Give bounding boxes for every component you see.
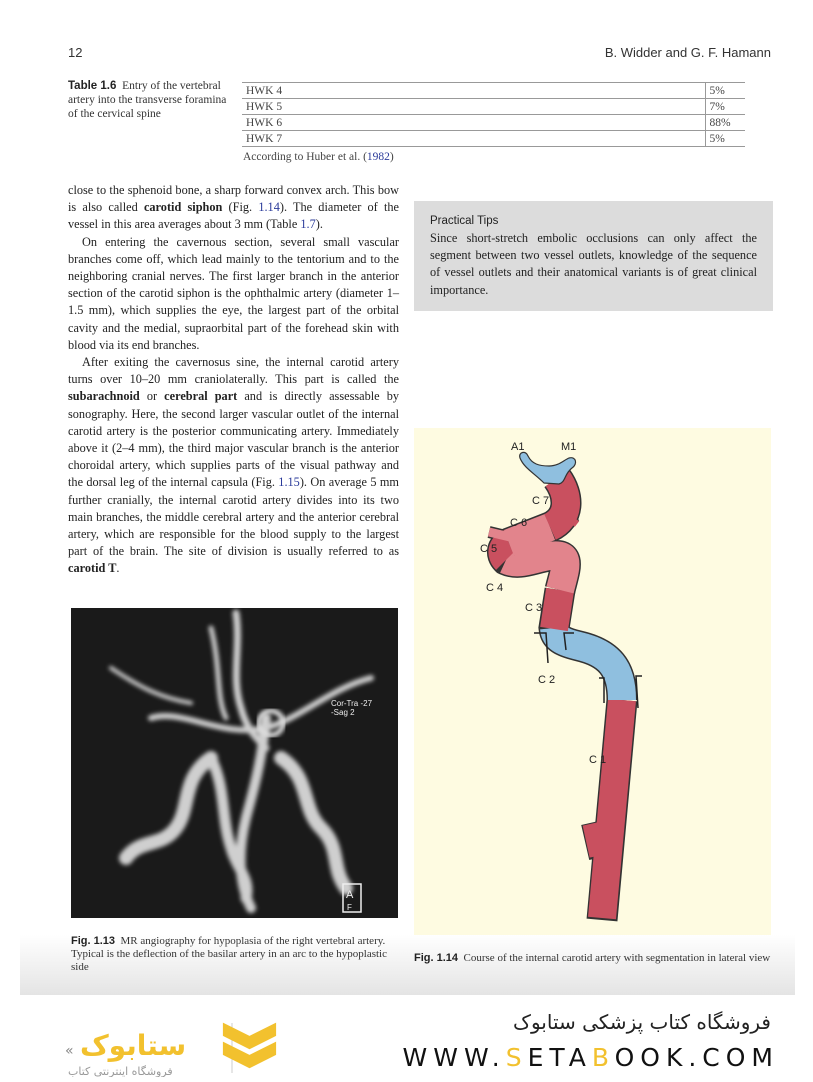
term: cerebral part [164, 389, 238, 404]
logo-text: ستابوک [80, 1029, 187, 1062]
cell-value: 5% [705, 83, 745, 99]
stub-ophthalmic [489, 532, 514, 538]
logo-graphic [60, 1015, 285, 1077]
label-c2: C 2 [538, 674, 556, 686]
label-c5: C 5 [480, 543, 498, 555]
segment-c7 [550, 478, 566, 527]
table-source [243, 151, 394, 163]
cell-value: 88% [705, 115, 745, 131]
label-c4: C 4 [486, 582, 504, 594]
figure-1-13-mr-angiography [71, 608, 398, 918]
tips-text: Since short-stretch embolic occlusions can only affect the segment between two vessel outlets, knowledge of the sequence of vessel outlets and their anatomical variants is of great clinical importance. [430, 231, 757, 297]
label-c7: C 7 [532, 495, 550, 507]
table-caption-text: Entry of the vertebral artery into the transverse foramina of the cervical spine [68, 80, 227, 120]
store-url[interactable]: WWW.SETABOOK.COM [402, 1043, 779, 1072]
orientation-letter: F [347, 903, 352, 912]
mra-overlay-text: Cor-Tra -27 [331, 699, 373, 708]
figure-label: Fig. 1.14 [414, 952, 459, 964]
label-c6: C 6 [510, 517, 528, 529]
carotid-diagram [414, 428, 771, 935]
figure-link[interactable]: 1.14 [258, 200, 280, 215]
segment-c5 [502, 543, 509, 560]
mra-image [71, 608, 398, 918]
tips-title: Practical Tips [430, 215, 499, 227]
svg-text:«: « [65, 1043, 74, 1059]
stub-external [590, 824, 597, 856]
table-link[interactable]: 1.7 [300, 217, 316, 232]
table-caption [68, 79, 236, 121]
table-label: Table 1.6 [68, 80, 117, 92]
label-c3: C 3 [525, 602, 543, 614]
figure-1-13-caption [71, 935, 401, 974]
segment-c3 [554, 590, 560, 629]
mra-overlay-text: -Sag 2 [331, 708, 355, 717]
term: subarachnoid [68, 389, 140, 404]
figure-1-14-carotid-diagram [414, 428, 771, 935]
label-a1: A1 [511, 441, 525, 453]
running-header: B. Widder and G. F. Hamann [604, 45, 771, 60]
cell-level: HWK 5 [242, 99, 705, 115]
table-row [242, 115, 745, 131]
body-text [68, 182, 399, 578]
setabook-logo[interactable] [60, 1015, 285, 1082]
store-name: فروشگاه کتاب پزشکی ستابوک [513, 1010, 771, 1034]
paragraph: After exiting the cavernosus sine, the internal carotid artery turns over 10–20 mm craniolaterally. This part is called the subarachnoid or cerebral part and is directly assessable by sonography. Here, the second larger vascular outlet of the internal carotid artery is the posterior communicating artery. Immediately above it (2–4 mm), the third major vascular branch is the anterior choroidal artery, which supplies parts of the visual pathway and the dorsal leg of the internal capsula (Fig. 1.15). On average 5 mm further cranially, the internal carotid artery divides into its two main branches, the middle cerebral artery and the anterior cerebral artery, which are responsible for the blood supply to the largest part of the brain. The site of division is usually referred to as carotid T. [68, 355, 399, 576]
cell-level: HWK 7 [242, 131, 705, 147]
vertebral-entry-table [242, 82, 745, 147]
cell-level: HWK 4 [242, 83, 705, 99]
cell-value: 5% [705, 131, 745, 147]
table-row [242, 131, 745, 147]
segment-c6 [509, 527, 550, 543]
caption-text: MR angiography for hypoplasia of the right vertebral artery. Typical is the deflection of the basilar artery in an arc to the hypoplastic side [71, 935, 387, 973]
term: carotid siphon [143, 200, 223, 215]
source-text: ) [389, 151, 394, 163]
cell-value: 7% [705, 99, 745, 115]
page-number: 12 [68, 45, 83, 60]
figure-link[interactable]: 1.15 [278, 475, 300, 490]
practical-tips-box [414, 201, 773, 311]
cell-level: HWK 6 [242, 115, 705, 131]
citation-link[interactable]: 1982 [366, 151, 390, 163]
segment-c4 [506, 555, 565, 590]
caption-text: Course of the internal carotid artery with segmentation in lateral view [463, 952, 771, 964]
segment-c1 [602, 700, 622, 918]
logo-subtext: فروشگاه اینترنتی کتاب [68, 1065, 173, 1077]
label-m1: M1 [561, 441, 577, 453]
paragraph: close to the sphenoid bone, a sharp forward convex arch. This bow is also called carotid siphon (Fig. 1.14). The diameter of the vessel in this area averages about 3 mm (Table 1.7). [68, 183, 399, 232]
paragraph: On entering the cavernous section, several small vascular branches come off, which lead mainly to the tentorium and to the neighboring cranial nerves. The first larger branch in the anterior section of the carotid siphon is the ophthalmic artery (diameter 1–1.5 mm), which supplies the eye, the largest part of the orbital cavity and the medial, supraorbital part of the forehead skin with blood via its end branches. [68, 234, 399, 352]
orientation-letter: A [346, 889, 354, 901]
figure-label: Fig. 1.13 [71, 935, 116, 947]
source-text: According to Huber et al. ( [243, 151, 367, 163]
term: carotid T [68, 561, 117, 576]
label-c1: C 1 [589, 754, 607, 766]
table-row [242, 83, 745, 99]
figure-1-14-caption [414, 952, 774, 965]
table-row [242, 99, 745, 115]
